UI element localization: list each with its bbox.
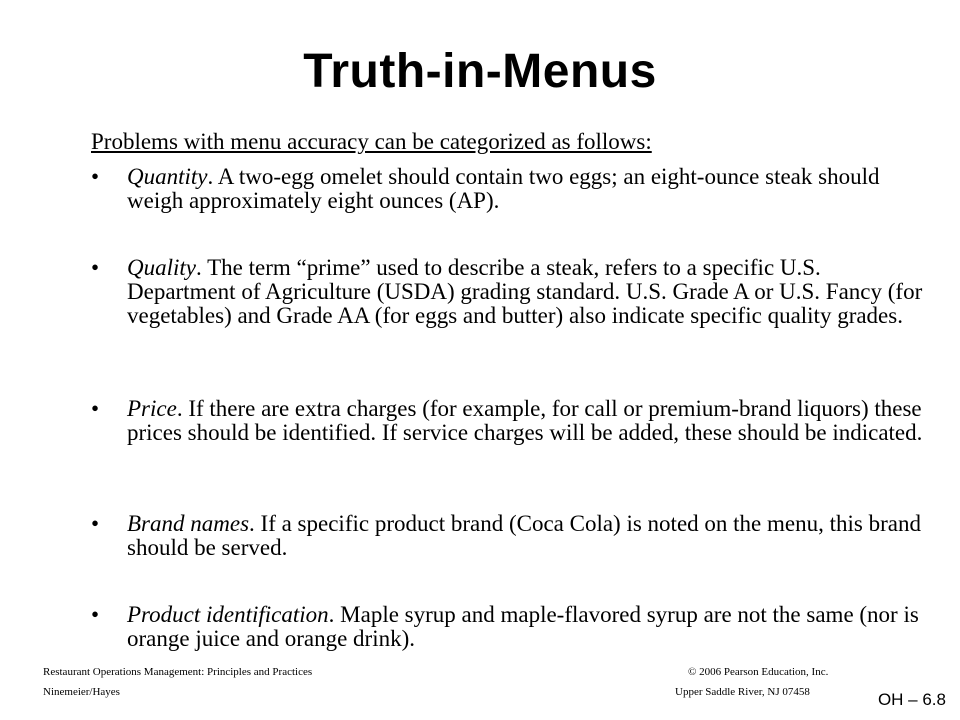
bullet-text: . If there are extra charges (for example, for call or premium-brand liquors) these prices should be identified. If service charges will be added, these should be indicated.: [127, 396, 923, 445]
bullet-body: [127, 397, 927, 445]
bullet-term: Quality: [127, 255, 196, 280]
bullet-text: . Maple syrup and maple-flavored syrup are not the same (nor is orange juice and orange drink).: [127, 602, 919, 651]
bullet-body: [127, 165, 927, 213]
footer-authors: Ninemeier/Hayes: [43, 686, 120, 698]
bullet-term: Product identification: [127, 602, 329, 627]
slide-title: Truth-in-Menus: [303, 45, 657, 98]
bullet-icon: •: [91, 164, 100, 189]
bullet-text: . The term “prime” used to describe a steak, refers to a specific U.S. Department of Agriculture (USDA) grading standard. U.S. Grade A or U.S. Fancy (for vegetables) and Grade AA (for eggs and butter) also indicate specific quality grades.: [127, 255, 923, 328]
bullet-text: . If a specific product brand (Coca Cola) is noted on the menu, this brand should be served.: [127, 511, 921, 560]
slide-code: OH – 6.8: [877, 690, 946, 709]
footer-copyright: © 2006 Pearson Education, Inc.: [688, 666, 829, 678]
bullet-body: [127, 603, 927, 651]
bullet-text: . A two-egg omelet should contain two eggs; an eight-ounce steak should weigh approximately eight ounces (AP).: [127, 164, 880, 213]
bullet-term: Brand names: [127, 511, 250, 536]
bullet-term: Price: [127, 396, 177, 421]
footer-book-title: Restaurant Operations Management: Principles and Practices: [43, 666, 313, 678]
bullet-term: Quantity: [127, 164, 208, 189]
footer-publisher-location: Upper Saddle River, NJ 07458: [675, 686, 810, 698]
intro-text: Problems with menu accuracy can be categorized as follows:: [91, 129, 652, 154]
bullet-icon: •: [91, 396, 100, 421]
bullet-icon: •: [91, 255, 100, 280]
bullet-icon: •: [91, 602, 100, 627]
bullet-body: [127, 256, 927, 328]
bullet-body: [127, 512, 927, 560]
bullet-icon: •: [91, 511, 100, 536]
